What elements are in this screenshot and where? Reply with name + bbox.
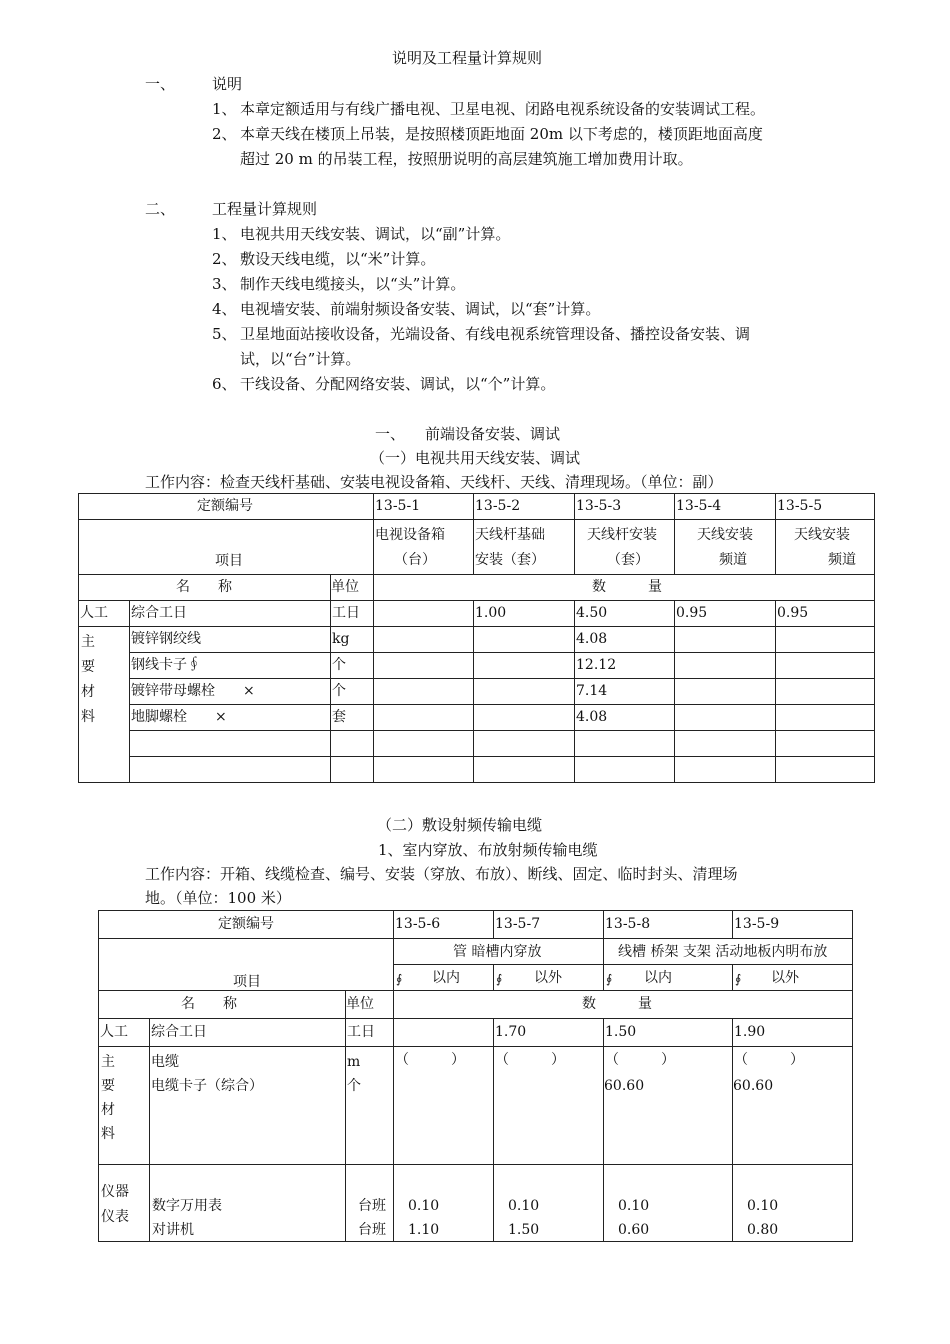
material-value: 60.60 (733, 1078, 774, 1094)
group-label: 管 暗槽内穿放 (453, 944, 542, 960)
labor-cat: 人工 (100, 1024, 128, 1040)
labor-name: 综合工日 (131, 605, 187, 621)
part1-number: 一、 (375, 425, 406, 443)
sub-symbol: ∮ (396, 972, 403, 986)
s2-item-text: 电视共用天线安装、调试，以“副”计算。 (240, 225, 511, 243)
section1-number: 一、 (145, 75, 176, 93)
group-label: 线槽 桥架 支架 活动地板内明布放 (618, 944, 828, 960)
material-unit: 个 (347, 1078, 361, 1094)
labor-cat: 人工 (80, 605, 108, 621)
s2-item-cont: 试，以“台”计算。 (240, 350, 361, 368)
instrument-value: 0.10 (508, 1198, 540, 1214)
material-unit: 套 (332, 709, 346, 725)
material-cat-char: 主 (101, 1054, 115, 1070)
s1-item-text: 本章天线在楼顶上吊装，是按照楼顶距地面 20m 以下考虑的，楼顶距地面高度 (240, 125, 763, 143)
material-cat-char: 料 (101, 1126, 115, 1142)
item-line2: （套） (607, 552, 650, 568)
s1-item-cont: 超过 20 m 的吊装工程，按照册说明的高层建筑施工增加费用计取。 (240, 150, 693, 168)
code-cell: 13-5-7 (495, 916, 541, 932)
code-cell: 13-5-3 (576, 498, 622, 514)
instrument-value: 0.10 (747, 1198, 779, 1214)
instrument-unit: 台班 (358, 1198, 386, 1214)
material-unit: 个 (332, 683, 346, 699)
material-name: 钢线卡子∮ (131, 657, 201, 673)
material-value: 4.08 (576, 709, 608, 725)
section2-title: 工程量计算规则 (212, 200, 318, 218)
part1-subtitle: （一）电视共用天线安装、调试 (370, 449, 581, 467)
item-line1: 天线安装 (697, 527, 754, 543)
instrument-cat: 仪表 (101, 1209, 129, 1225)
material-cat-char: 要 (81, 659, 95, 675)
s2-item-text: 制作天线电缆接头，以“头”计算。 (240, 275, 466, 293)
item-line2: 频道 (719, 552, 748, 568)
sub-symbol: ∮ (606, 972, 613, 986)
labor-unit: 工日 (347, 1024, 375, 1040)
labor-value: 1.90 (734, 1024, 766, 1040)
page-title: 说明及工程量计算规则 (392, 49, 543, 67)
s2-item-text: 卫星地面站接收设备，光端设备、有线电视系统管理设备、播控设备安装、调 (240, 325, 751, 343)
item-label: 项目 (215, 553, 243, 569)
material-value: 12.12 (576, 657, 617, 673)
instrument-unit: 台班 (358, 1222, 386, 1238)
material-value: 4.08 (576, 631, 608, 647)
labor-value: 4.50 (576, 605, 608, 621)
sub-text: 以外 (534, 970, 563, 986)
code-cell: 13-5-4 (676, 498, 722, 514)
table-cable (98, 910, 853, 1242)
instrument-value: 0.10 (408, 1198, 440, 1214)
code-cell: 13-5-2 (475, 498, 521, 514)
material-name: 镀锌钢绞线 (131, 631, 201, 647)
part1-title: 前端设备安装、调试 (425, 425, 561, 443)
item-line1: 电视设备箱 (375, 527, 446, 543)
part2-work-line2: 地。（单位：100 米） (145, 889, 291, 907)
sub-text: 以内 (432, 970, 461, 986)
s1-item-num: 1、 (212, 100, 237, 118)
s1-item-num: 2、 (212, 125, 237, 143)
labor-value: 1.50 (605, 1024, 637, 1040)
material-cat-char: 要 (101, 1078, 115, 1094)
item-label: 项目 (233, 974, 261, 990)
material-name: 地脚螺栓 × (131, 709, 227, 725)
code-cell: 13-5-8 (605, 916, 651, 932)
code-cell: 13-5-6 (395, 916, 441, 932)
instrument-value: 0.10 (618, 1198, 650, 1214)
sub-text: 以内 (644, 970, 673, 986)
material-value: （ ） (495, 1052, 566, 1068)
section2-number: 二、 (145, 200, 176, 218)
code-cell: 13-5-1 (375, 498, 421, 514)
instrument-value: 1.10 (408, 1222, 440, 1238)
material-value: 60.60 (604, 1078, 645, 1094)
name-label: 名 称 (181, 996, 237, 1012)
instrument-name: 数字万用表 (152, 1198, 222, 1214)
s2-item-num: 5、 (212, 325, 237, 343)
code-label: 定额编号 (197, 498, 253, 514)
unit-label: 单位 (346, 996, 374, 1012)
part2-subtitle: （二）敷设射频传输电缆 (377, 816, 543, 834)
table-antenna (78, 493, 875, 783)
name-label: 名 称 (176, 579, 232, 595)
material-name: 电缆卡子（综合） (151, 1078, 263, 1094)
sub-symbol: ∮ (496, 972, 503, 986)
instrument-cat: 仪器 (101, 1184, 129, 1200)
item-line2: 安装（套） (475, 552, 546, 568)
item-line2: （台） (394, 552, 437, 568)
material-unit: 个 (332, 657, 346, 673)
s1-item-text: 本章定额适用与有线广播电视、卫星电视、闭路电视系统设备的安装调试工程。 (240, 100, 766, 118)
s2-item-num: 2、 (212, 250, 237, 268)
part1-work-content: 工作内容：检查天线杆基础、安装电视设备箱、天线杆、天线、清理现场。（单位：副） (145, 473, 723, 491)
code-cell: 13-5-5 (777, 498, 823, 514)
material-cat-char: 主 (81, 634, 95, 650)
sub-symbol: ∮ (735, 972, 742, 986)
s2-item-text: 电视墙安装、前端射频设备安装、调试，以“套”计算。 (240, 300, 601, 318)
code-cell: 13-5-9 (734, 916, 780, 932)
material-name: 镀锌带母螺栓 × (131, 683, 255, 699)
qty-label: 数 量 (582, 996, 653, 1012)
item-line1: 天线杆安装 (587, 527, 658, 543)
item-line2: 频道 (828, 552, 857, 568)
s2-item-text: 干线设备、分配网络安装、调试，以“个”计算。 (240, 375, 556, 393)
material-unit: m (347, 1054, 361, 1070)
item-line1: 天线杆基础 (475, 527, 546, 543)
s2-item-text: 敷设天线电缆，以“米”计算。 (240, 250, 436, 268)
material-value: （ ） (605, 1052, 676, 1068)
item-line1: 天线安装 (794, 527, 851, 543)
material-value: （ ） (395, 1052, 466, 1068)
labor-value: 1.00 (475, 605, 507, 621)
s2-item-num: 1、 (212, 225, 237, 243)
section1-title: 说明 (212, 75, 243, 93)
labor-value: 0.95 (777, 605, 809, 621)
instrument-value: 0.80 (747, 1222, 779, 1238)
material-unit: kg (332, 631, 350, 647)
material-cat-char: 料 (81, 709, 95, 725)
unit-label: 单位 (331, 579, 359, 595)
labor-value: 1.70 (495, 1024, 527, 1040)
labor-unit: 工日 (332, 605, 360, 621)
material-value: （ ） (734, 1052, 805, 1068)
instrument-value: 1.50 (508, 1222, 540, 1238)
code-label: 定额编号 (218, 916, 274, 932)
part2-work-line1: 工作内容：开箱、线缆检查、编号、安装（穿放、布放）、断线、固定、临时封头、清理场 (145, 865, 738, 883)
part2-sub2: 1、室内穿放、布放射频传输电缆 (378, 841, 598, 859)
material-name: 电缆 (151, 1054, 179, 1070)
labor-value: 0.95 (676, 605, 708, 621)
material-cat-char: 材 (81, 684, 95, 700)
qty-label: 数 量 (592, 579, 663, 595)
instrument-name: 对讲机 (152, 1222, 194, 1238)
material-value: 7.14 (576, 683, 608, 699)
sub-text: 以外 (771, 970, 800, 986)
s2-item-num: 6、 (212, 375, 237, 393)
s2-item-num: 4、 (212, 300, 237, 318)
s2-item-num: 3、 (212, 275, 237, 293)
instrument-value: 0.60 (618, 1222, 650, 1238)
material-cat-char: 材 (101, 1102, 115, 1118)
labor-name: 综合工日 (151, 1024, 207, 1040)
